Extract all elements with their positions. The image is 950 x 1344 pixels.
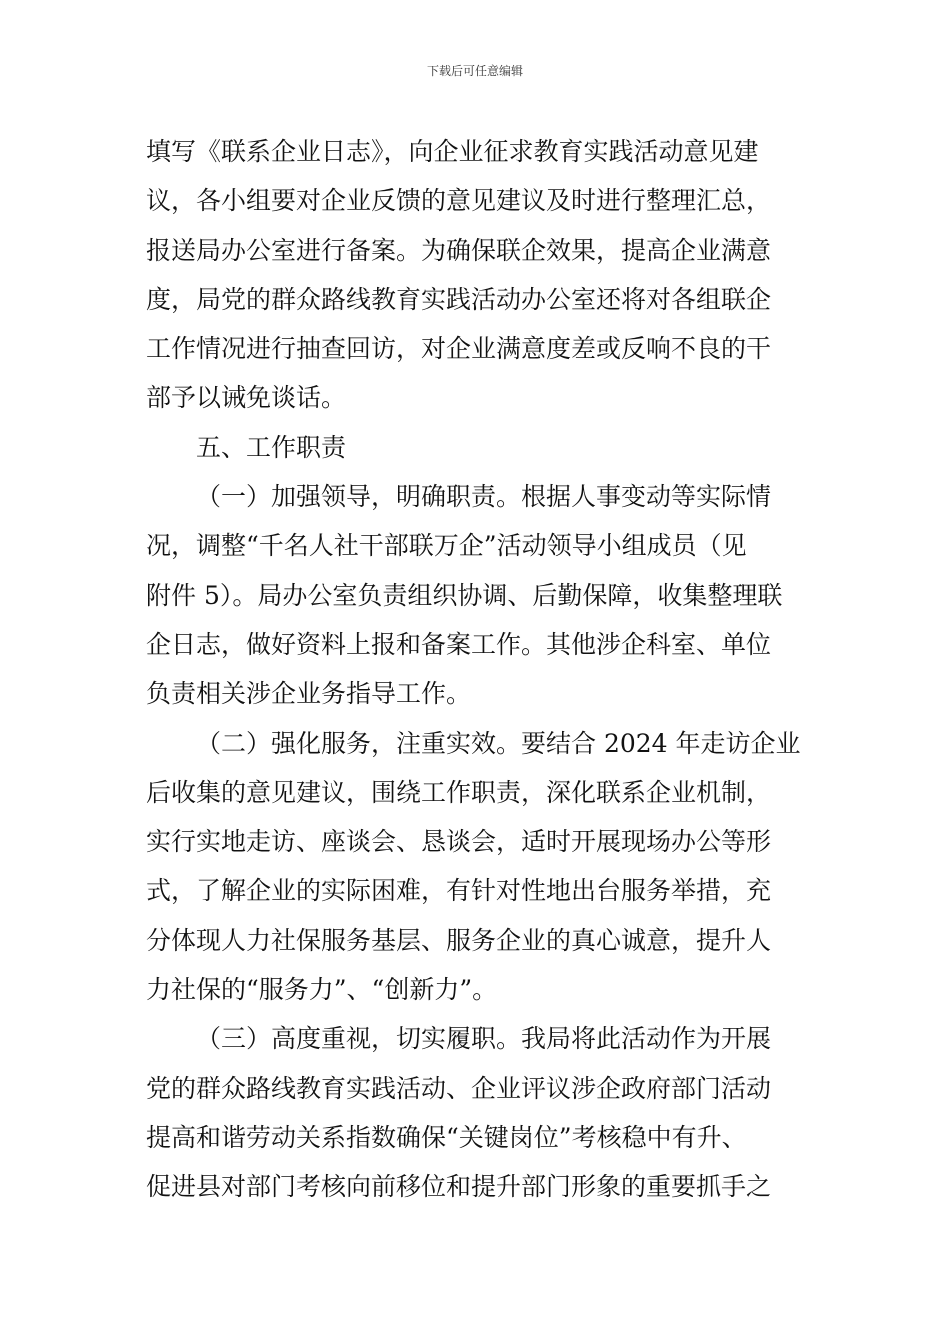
text-line: （三）高度重视，切实履职。我局将此活动作为开展	[196, 1024, 772, 1054]
paragraph	[146, 127, 816, 423]
text-line: 实行实地走访、座谈会、恳谈会，适时开展现场办公等形	[146, 827, 772, 857]
text-line: 附件 5）。局办公室负责组织协调、后勤保障，收集整理联	[146, 580, 783, 610]
text-line: 工作情况进行抽查回访，对企业满意度差或反响不良的干	[146, 334, 772, 364]
paragraph	[146, 472, 816, 718]
text-line: （一）加强领导，明确职责。根据人事变动等实际情	[196, 482, 772, 512]
text-line: 负责相关涉企业务指导工作。	[146, 679, 472, 709]
text-line: 部予以诫免谈话。	[146, 383, 347, 413]
text-line: 报送局办公室进行备案。为确保联企效果，提高企业满意	[146, 235, 772, 265]
text-line: 党的群众路线教育实践活动、企业评议涉企政府部门活动	[146, 1073, 772, 1103]
paragraph	[146, 719, 816, 1015]
text-line: 力社保的“服务力”、“创新力”。	[146, 975, 498, 1005]
text-line: 后收集的意见建议，围绕工作职责，深化联系企业机制，	[146, 777, 772, 807]
text-line: 五、工作职责	[196, 432, 347, 462]
text-line: 况，调整“千名人社干部联万企”活动领导小组成员（见	[146, 531, 747, 561]
text-line: 议，各小组要对企业反馈的意见建议及时进行整理汇总，	[146, 186, 772, 216]
page-header: 下载后可任意编辑	[426, 64, 523, 78]
text-line: 填写《联系企业日志》，向企业征求教育实践活动意见建	[146, 137, 759, 166]
text-line: 促进县对部门考核向前移位和提升部门形象的重要抓手之	[146, 1172, 772, 1202]
text-line: 分体现人力社保服务基层、服务企业的真心诚意，提升人	[146, 925, 772, 955]
text-line: （二）强化服务，注重实效。要结合 2024 年走访企业	[196, 728, 801, 758]
text-line: 企日志，做好资料上报和备案工作。其他涉企科室、单位	[146, 629, 772, 659]
text-line: 提高和谐劳动关系指数确保“关键岗位”考核稳中有升、	[146, 1122, 747, 1152]
document-body	[146, 127, 816, 1212]
paragraph	[146, 423, 816, 472]
text-line: 式，了解企业的实际困难，有针对性地出台服务举措，充	[146, 876, 772, 906]
text-line: 度，局党的群众路线教育实践活动办公室还将对各组联企	[146, 284, 772, 314]
paragraph	[146, 1014, 816, 1211]
